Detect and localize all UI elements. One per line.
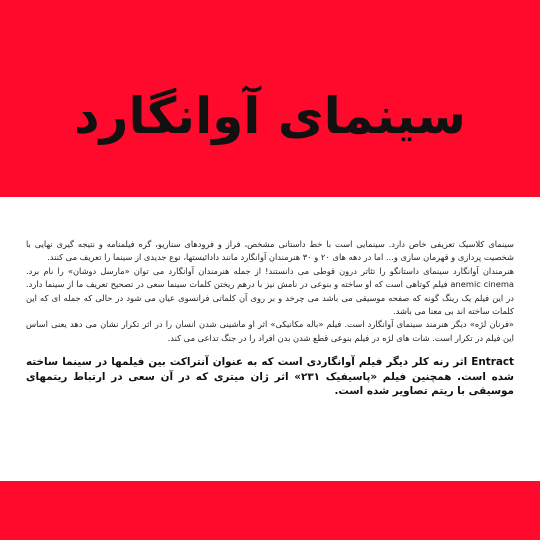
article-body (26, 238, 514, 458)
paragraph-entract: Entract اثر رنه کلر دیگر فیلم آوانگاردی است که به عنوان آنتراکت بین فیلمها در سینما ساخته شده است. همچنین فیلم «پاسیفیک ۲۳۱» اثر ژان میتری که در آن سعی در ارتباط ریتمهای موسیقی با ریتم تصاویر شده است. (26, 356, 514, 398)
paragraph-duchamp: هنرمندان آوانگارد سینمای داستانگو را تئاتر درون قوطی می دانستند! از جمله هنرمندان آوانگارد می توان «مارسل دوشان» را نام برد. anemic cinema فیلم کوتاهی است که او ساخته و بنوعی در نامش نیز با درهم ریختن کلمات سینما سعی در تصحیح تعریف ما از سینما دارد. در این فیلم یک رینگ گونه که صفحه موسیقی می باشد می چرخد و بر روی آن کلماتی فرانسوی عیان می شود در حالی که جمله ای که این کلمات ساخته اند بی معنا می باشد. (26, 265, 514, 317)
poster-title: سینمای آوانگارد (74, 87, 466, 145)
paragraph-leger: «فرنان لژه» دیگر هنرمند سینمای آوانگارد است. فیلم «باله مکانیکی» اثر او ماشینی شدن انسان را در اثر تکرار نشان می دهد یعنی اساس این فیلم در تکرار است. شات های لژه در فیلم بنوعی قطع شدن بدن افراد را در جنگ تداعی می کند. (26, 319, 514, 343)
paragraph-classic-cinema: سینمای کلاسیک تعریفی خاص دارد. سینمایی است با خط داستانی مشخص، فراز و فرودهای سناریو، گره فیلمنامه و نتیجه گیری نهایی با شخصیت پردازی و قهرمان سازی و... اما در دهه های ۲۰ و ۳۰ هنرمندان آوانگارد مانند دادائیستها، نوع جدیدی از سینما را تعریف می کنند. (26, 239, 514, 263)
bottom-red-band (0, 481, 540, 540)
